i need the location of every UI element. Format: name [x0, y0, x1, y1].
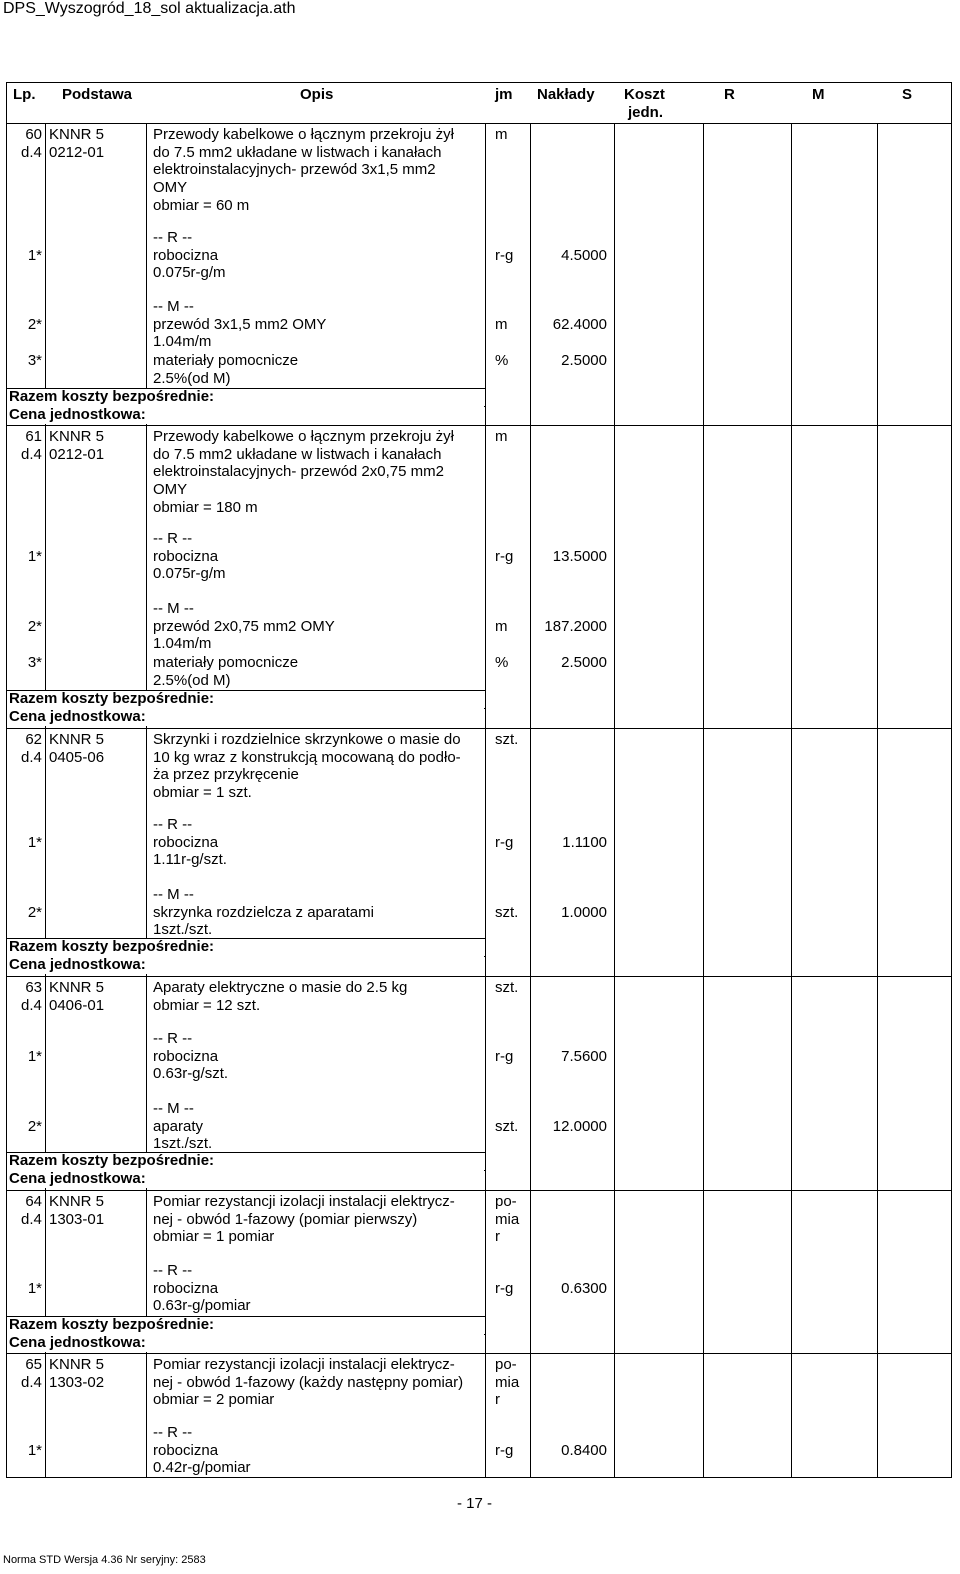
page-number: - 17 - [457, 1495, 493, 1512]
item-code: KNNR 5 [49, 1193, 105, 1210]
resource-line: robocizna [153, 1441, 219, 1459]
item-lp-sub: d.4 [21, 1211, 42, 1228]
resource-unit: r-g [495, 1047, 514, 1065]
item-code: KNNR 5 [49, 979, 105, 996]
resource-line: robocizna [153, 547, 219, 565]
item-description: Przewody kabelkowe o łącznym przekroju żył [153, 428, 454, 445]
resource-number: 3* [27, 352, 42, 369]
item-code: KNNR 5 [49, 731, 105, 748]
item-description: elektroinstalacyjnych- przewód 3x1,5 mm2 [153, 161, 436, 179]
item-unit: szt. [495, 731, 519, 748]
resource-line: 1.04m/m [153, 333, 212, 351]
resource-line: robocizna [153, 1047, 219, 1065]
resource-unit: % [495, 654, 509, 671]
item-unit: m [495, 428, 508, 445]
header-podstawa: Podstawa [62, 86, 133, 103]
item-lp: 62 [25, 731, 42, 748]
resource-line: skrzynka rozdzielcza z aparatami [153, 903, 374, 921]
header-s: S [902, 86, 913, 103]
resource-unit: szt. [495, 1117, 519, 1135]
resource-quantity: 62.4000 [552, 315, 607, 333]
resource-line: materiały pomocnicze [153, 654, 299, 671]
resource-line: aparaty [153, 1117, 204, 1135]
header-opis: Opis [300, 86, 334, 103]
header-jm: jm [495, 86, 513, 103]
resource-unit: % [495, 352, 509, 369]
item-lp-sub: d.4 [21, 446, 42, 463]
resource-number: 1* [27, 1279, 42, 1297]
item-lp: 64 [25, 1193, 42, 1210]
item-description: obmiar = 1 pomiar [153, 1228, 275, 1246]
resource-line: materiały pomocnicze [153, 352, 299, 369]
resource-quantity: 4.5000 [561, 246, 607, 264]
item-description: do 7.5 mm2 układane w listwach i kanałach [153, 445, 442, 463]
item-description: ża przez przykręcenie [153, 766, 299, 784]
item-code-sub: 0405-06 [49, 749, 105, 766]
document-title: DPS_Wyszogród_18_sol aktualizacja.ath [3, 0, 296, 17]
item-description: obmiar = 1 szt. [153, 784, 252, 802]
resource-number: 1* [27, 547, 42, 565]
item-lp: 63 [25, 979, 42, 996]
resource-number: 2* [27, 903, 42, 921]
resource-quantity: 187.2000 [544, 617, 607, 635]
resource-unit: r-g [495, 1279, 514, 1297]
header-naklady: Nakłady [537, 86, 595, 103]
resource-quantity: 12.0000 [552, 1117, 607, 1135]
item-lp-sub: d.4 [21, 997, 42, 1014]
resource-number: 2* [27, 1117, 42, 1135]
item-lp-sub: d.4 [21, 144, 42, 161]
resource-number: 1* [27, 833, 42, 851]
total-direct-costs-label: Razem koszty bezpośrednie: [9, 1316, 215, 1333]
resource-line: -- R -- [153, 816, 193, 833]
item-description: nej - obwód 1-fazowy (każdy następny pomiar) [153, 1373, 464, 1391]
item-description: Aparaty elektryczne o masie do 2.5 kg [153, 979, 408, 996]
resource-quantity: 2.5000 [561, 654, 607, 671]
item-code-sub: 0212-01 [49, 144, 105, 161]
item-unit: po- [495, 1193, 517, 1210]
resource-line: robocizna [153, 1279, 219, 1297]
resource-unit: m [495, 617, 508, 635]
resource-quantity: 0.8400 [561, 1441, 607, 1459]
resource-line: przewód 3x1,5 mm2 OMY [153, 315, 327, 333]
resource-line: 0.075r-g/m [153, 565, 226, 583]
item-code: KNNR 5 [49, 428, 105, 445]
header-m: M [812, 86, 825, 103]
item-description: elektroinstalacyjnych- przewód 2x0,75 mm2 [153, 463, 444, 481]
resource-number: 2* [27, 617, 42, 635]
total-direct-costs-label: Razem koszty bezpośrednie: [9, 388, 215, 405]
resource-line: 0.075r-g/m [153, 264, 226, 282]
resource-line: 2.5%(od M) [153, 671, 231, 689]
resource-line: -- R -- [153, 229, 193, 246]
unit-price-label: Cena jednostkowa: [9, 708, 146, 725]
resource-line: -- R -- [153, 1262, 193, 1279]
resource-unit: r-g [495, 833, 514, 851]
resource-line: -- M -- [153, 298, 194, 315]
item-lp-sub: d.4 [21, 749, 42, 766]
unit-price-label: Cena jednostkowa: [9, 1334, 146, 1351]
item-description: obmiar = 180 m [153, 498, 258, 516]
item-description: Pomiar rezystancji izolacji instalacji elektrycz- [153, 1193, 455, 1210]
resource-line: -- R -- [153, 1424, 193, 1441]
item-description: Skrzynki i rozdzielnice skrzynkowe o masie do [153, 731, 461, 748]
resource-line: przewód 2x0,75 mm2 OMY [153, 617, 335, 635]
resource-line: 1.11r-g/szt. [153, 851, 227, 869]
resource-quantity: 7.5600 [561, 1047, 607, 1065]
resource-line: 0.63r-g/szt. [153, 1065, 229, 1083]
resource-line: 1szt./szt. [153, 921, 213, 939]
item-unit: m [495, 126, 508, 143]
resource-line: -- R -- [153, 1030, 193, 1047]
item-unit: mia [495, 1373, 520, 1391]
item-code-sub: 0212-01 [49, 446, 105, 463]
total-direct-costs-label: Razem koszty bezpośrednie: [9, 1152, 215, 1169]
resource-line: 1.04m/m [153, 635, 212, 653]
item-code: KNNR 5 [49, 1356, 105, 1373]
resource-unit: r-g [495, 246, 514, 264]
header-lp: Lp. [13, 86, 36, 103]
item-description: nej - obwód 1-fazowy (pomiar pierwszy) [153, 1210, 418, 1228]
resource-line: -- M -- [153, 1100, 194, 1117]
item-description: obmiar = 12 szt. [153, 996, 261, 1014]
item-description: obmiar = 2 pomiar [153, 1391, 275, 1409]
resource-quantity: 0.6300 [561, 1279, 607, 1297]
resource-line: -- R -- [153, 530, 193, 547]
unit-price-label: Cena jednostkowa: [9, 1170, 146, 1187]
item-description: do 7.5 mm2 układane w listwach i kanałach [153, 143, 442, 161]
resource-number: 1* [27, 1441, 42, 1459]
resource-line: -- M -- [153, 600, 194, 617]
header-r: R [724, 86, 735, 103]
total-direct-costs-label: Razem koszty bezpośrednie: [9, 938, 215, 955]
resource-unit: r-g [495, 547, 514, 565]
resource-quantity: 13.5000 [552, 547, 607, 565]
item-unit: mia [495, 1210, 520, 1228]
unit-price-label: Cena jednostkowa: [9, 406, 146, 423]
resource-number: 2* [27, 315, 42, 333]
unit-price-label: Cena jednostkowa: [9, 956, 146, 973]
resource-quantity: 1.0000 [561, 903, 607, 921]
item-code-sub: 1303-02 [49, 1374, 105, 1391]
item-description: Przewody kabelkowe o łącznym przekroju żył [153, 126, 454, 143]
item-description: obmiar = 60 m [153, 196, 250, 214]
resource-quantity: 1.1100 [562, 833, 607, 851]
item-description: Pomiar rezystancji izolacji instalacji elektrycz- [153, 1356, 455, 1373]
resource-line: -- M -- [153, 886, 194, 903]
resource-quantity: 2.5000 [561, 352, 607, 369]
total-direct-costs-label: Razem koszty bezpośrednie: [9, 690, 215, 707]
footer-text: Norma STD Wersja 4.36 Nr seryjny: 2583 [3, 1554, 206, 1566]
resource-number: 3* [27, 654, 42, 671]
item-unit: szt. [495, 979, 519, 996]
item-lp: 60 [25, 126, 42, 143]
item-unit: po- [495, 1356, 517, 1373]
item-lp: 61 [25, 428, 42, 445]
resource-number: 1* [27, 1047, 42, 1065]
resource-line: 1szt./szt. [153, 1135, 213, 1153]
resource-line: robocizna [153, 246, 219, 264]
resource-line: 0.63r-g/pomiar [153, 1297, 251, 1315]
resource-unit: szt. [495, 903, 519, 921]
item-code-sub: 1303-01 [49, 1211, 105, 1228]
header-koszt-jedn: jedn. [628, 104, 664, 121]
resource-unit: m [495, 315, 508, 333]
item-description: 10 kg wraz z konstrukcją mocowaną do podło- [153, 748, 461, 766]
item-code: KNNR 5 [49, 126, 105, 143]
resource-unit: r-g [495, 1441, 514, 1459]
item-lp: 65 [25, 1356, 42, 1373]
resource-number: 1* [27, 246, 42, 264]
item-unit: r [495, 1391, 500, 1409]
item-description: OMY [153, 481, 188, 499]
item-code-sub: 0406-01 [49, 997, 105, 1014]
resource-line: 0.42r-g/pomiar [153, 1459, 251, 1477]
resource-line: 2.5%(od M) [153, 369, 231, 387]
resource-line: robocizna [153, 833, 219, 851]
item-description: OMY [153, 179, 188, 197]
header-koszt: Koszt [624, 86, 665, 103]
item-unit: r [495, 1228, 500, 1246]
item-lp-sub: d.4 [21, 1374, 42, 1391]
